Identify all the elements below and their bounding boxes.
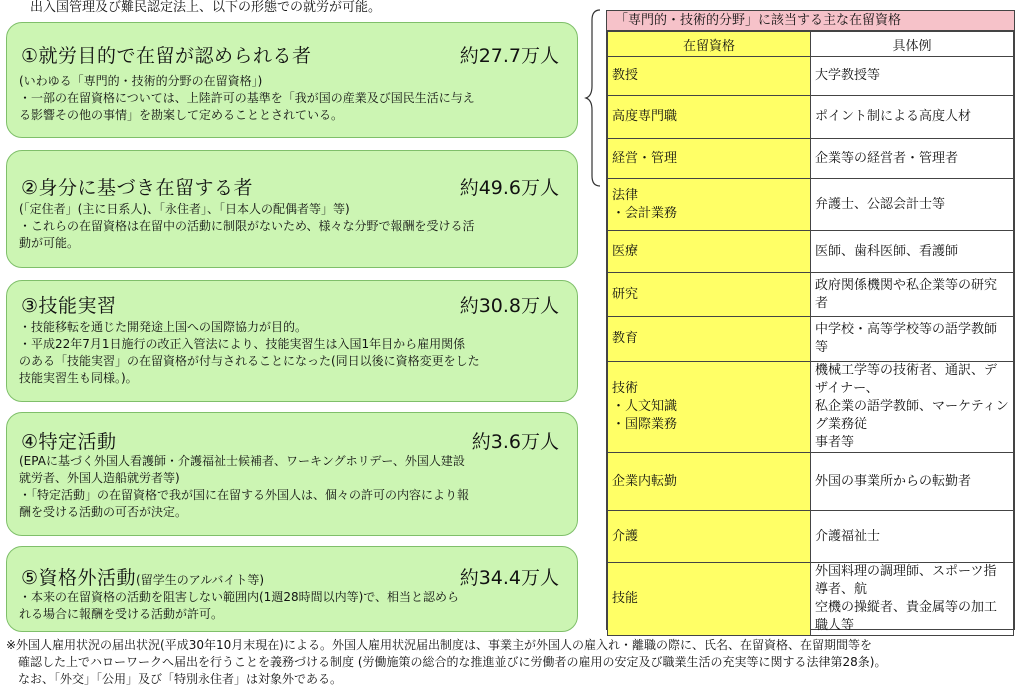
row-category: 技能 (608, 563, 811, 636)
row-example: 弁護士、公認会計士等 (811, 179, 1014, 231)
box-title: ③技能実習 (21, 295, 117, 317)
row-example: 介護福祉士 (811, 511, 1014, 563)
table-row (608, 96, 1014, 139)
table-row (608, 273, 1014, 317)
row-example: 企業等の経営者・管理者 (811, 139, 1014, 179)
table-header-row (608, 32, 1014, 57)
box-subtitle: (留学生のアルバイト等) (136, 573, 265, 587)
row-category: 介護 (608, 511, 811, 563)
row-category: 法律 ・会計業務 (608, 179, 811, 231)
box-body: ・技能移転を通じた開発途上国への国際協力が目的。 ・平成22年7月1日施行の改正入管法により、技能実習生は入国1年目から雇用関係 のある「技能実習」の在留資格が付与されることになった(同日以後に資格変更をした 技能実習生も同様。)。 (19, 320, 480, 385)
row-example: 大学教授等 (811, 57, 1014, 96)
category-box-3 (6, 280, 578, 402)
column-header-status: 在留資格 (608, 32, 811, 57)
footnote: ※外国人雇用状況の届出状況(平成30年10月末現在)による。外国人雇用状況届出制度は、事業主が外国人の雇入れ・離職の際に、氏名、在留資格、在留期間等を 確認した上でハローワークへ届出を行うことを義務づける制度 (労働施策の総合的な推進並びに労働者の雇用の安定及び職業生活の充実等に関する法律第28条)。 なお、「外交」「公用」及び「特別永住者」は対象外である。 (6, 638, 887, 686)
table-row (608, 453, 1014, 511)
row-category: 高度専門職 (608, 96, 811, 139)
box-body: ・本来の在留資格の活動を阻害しない範囲内(1週28時間以内等)で、相当と認めら れる場合に報酬を受ける活動が許可。 (19, 590, 460, 621)
brace-connector (584, 8, 602, 188)
table-row (608, 231, 1014, 273)
row-category: 研究 (608, 273, 811, 317)
category-box-2 (6, 150, 578, 268)
row-category: 医療 (608, 231, 811, 273)
category-box-1 (6, 22, 578, 138)
box-count: 約34.4万人 (459, 567, 559, 589)
box-body: (いわゆる「専門的・技術的分野の在留資格」) ・一部の在留資格については、上陸許可の基準を「我が国の産業及び国民生活に与え る影響その他の事情」を勘案して定めることとされている。 (19, 74, 475, 122)
table-row (608, 317, 1014, 362)
page-header: 出入国管理及び難民認定法上、以下の形態での就労が可能。 (30, 0, 382, 15)
row-example: 外国の事業所からの転勤者 (811, 453, 1014, 511)
table-row (608, 362, 1014, 453)
row-category: 経営・管理 (608, 139, 811, 179)
box-count: 約3.6万人 (471, 431, 559, 453)
row-category: 教授 (608, 57, 811, 96)
box-body: (EPAに基づく外国人看護師・介護福祉士候補者、ワーキングホリデー、外国人建設 就労者、外国人造船就労者等) ・「特定活動」の在留資格で我が国に在留する外国人は、個々の許可の内容により報 酬を受ける活動の可否が決定。 (19, 454, 470, 519)
row-category: 技術 ・人文知識 ・国際業務 (608, 362, 811, 453)
row-example: 中学校・高等学校等の語学教師等 (811, 317, 1014, 362)
table-row (608, 511, 1014, 563)
row-example: 外国料理の調理師、スポーツ指導者、航 空機の操縦者、貴金属等の加工職人等 (811, 563, 1014, 636)
row-example: 機械工学等の技術者、通訳、デザイナー、 私企業の語学教師、マーケティング業務従 事者等 (811, 362, 1014, 453)
box-count: 約49.6万人 (459, 177, 559, 199)
box-count: 約30.8万人 (459, 295, 559, 317)
category-box-5 (6, 546, 578, 632)
box-title: ①就労目的で在留が認められる者 (21, 45, 312, 67)
box-title: ⑤資格外活動(留学生のアルバイト等) (21, 567, 265, 589)
column-header-example: 具体例 (811, 32, 1014, 57)
table-row (608, 57, 1014, 96)
box-count: 約27.7万人 (459, 45, 559, 67)
table-title: 「専門的・技術的分野」に該当する主な在留資格 (607, 11, 1014, 31)
row-category: 教育 (608, 317, 811, 362)
qualification-table (606, 10, 1015, 633)
box-title: ④特定活動 (21, 431, 117, 453)
table-row (608, 179, 1014, 231)
table-row (608, 563, 1014, 636)
row-example: ポイント制による高度人材 (811, 96, 1014, 139)
category-box-4 (6, 412, 578, 536)
row-category: 企業内転勤 (608, 453, 811, 511)
box-title: ②身分に基づき在留する者 (21, 177, 254, 199)
table-row (608, 139, 1014, 179)
row-example: 医師、歯科医師、看護師 (811, 231, 1014, 273)
box-body: (「定住者」(主に日系人)、「永住者」、「日本人の配偶者等」等) ・これらの在留資格は在留中の活動に制限がないため、様々な分野で報酬を受ける活 動が可能。 (19, 202, 475, 250)
row-example: 政府関係機関や私企業等の研究者 (811, 273, 1014, 317)
